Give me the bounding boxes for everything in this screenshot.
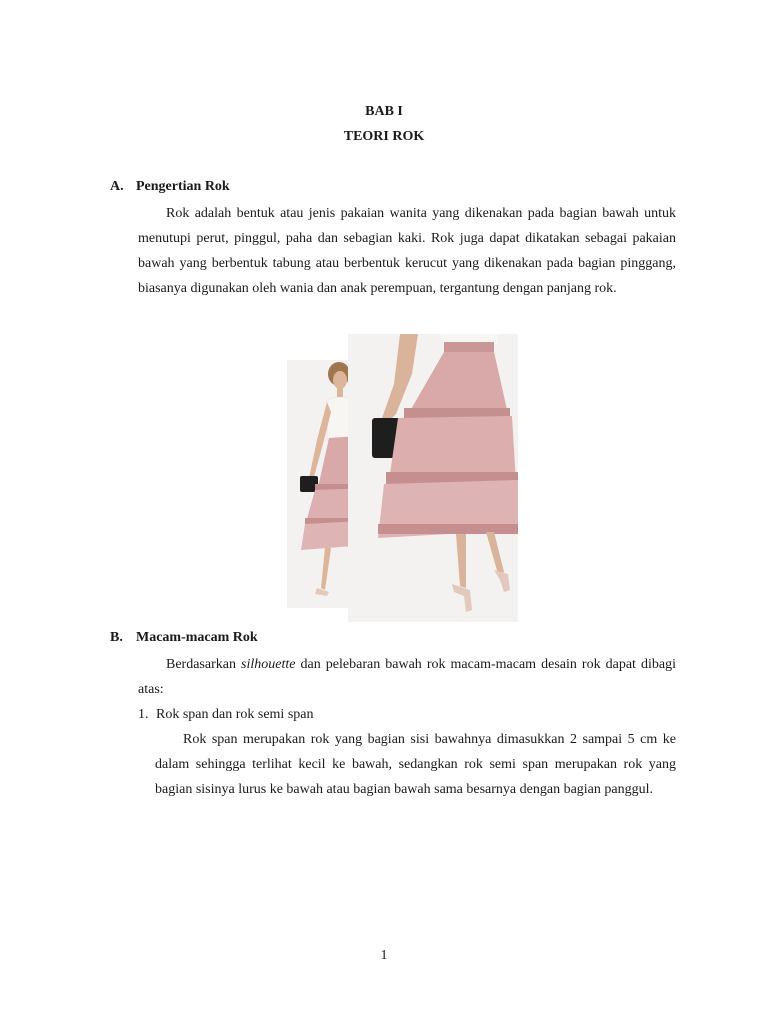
- intro-text-end: dan pelebaran bawah rok macam-macam desain rok dapat dibagi atas:: [138, 657, 676, 697]
- section-b-heading: [110, 630, 258, 646]
- section-a-heading: [110, 179, 230, 195]
- list-item-number: 1.: [138, 707, 149, 722]
- chapter-number: BAB I: [365, 104, 403, 119]
- intro-italic-term: silhouette: [241, 657, 296, 672]
- list-item-paragraph: Rok span merupakan rok yang bagian sisi bawahnya dimasukkan 2 sampai 5 cm ke dalam sehingga terlihat kecil ke bawah, sedangkan rok semi span merupakan rok yang bagian sisinya lurus ke bawah atau bagian bawah sama besarnya dengan bagian panggul.: [155, 732, 676, 797]
- section-b-intro: [138, 652, 676, 702]
- section-b-title: Macam-macam Rok: [136, 630, 258, 645]
- page-number: 1: [380, 948, 388, 963]
- section-a-title: Pengertian Rok: [136, 179, 230, 194]
- section-a-paragraph: Rok adalah bentuk atau jenis pakaian wanita yang dikenakan pada bagian bawah untuk menutupi perut, pinggul, paha dan sebagian kaki. Rok juga dapat dikatakan sebagai pakaian bawah yang berbentuk tabung atau berbentuk kerucut yang dikenakan pada bagian pinggang, biasanya digunakan oleh wania dan anak perempuan, tergantung dengan panjang rok.: [138, 206, 676, 296]
- section-a-letter: A.: [110, 179, 124, 194]
- skirt-photo-close-up: [348, 334, 518, 622]
- section-b-letter: B.: [110, 630, 123, 645]
- chapter-title: TEORI ROK: [343, 129, 425, 144]
- list-item-title: Rok span dan rok semi span: [156, 707, 314, 722]
- intro-text-start: Berdasarkan: [166, 657, 242, 672]
- list-item-heading: [138, 707, 313, 723]
